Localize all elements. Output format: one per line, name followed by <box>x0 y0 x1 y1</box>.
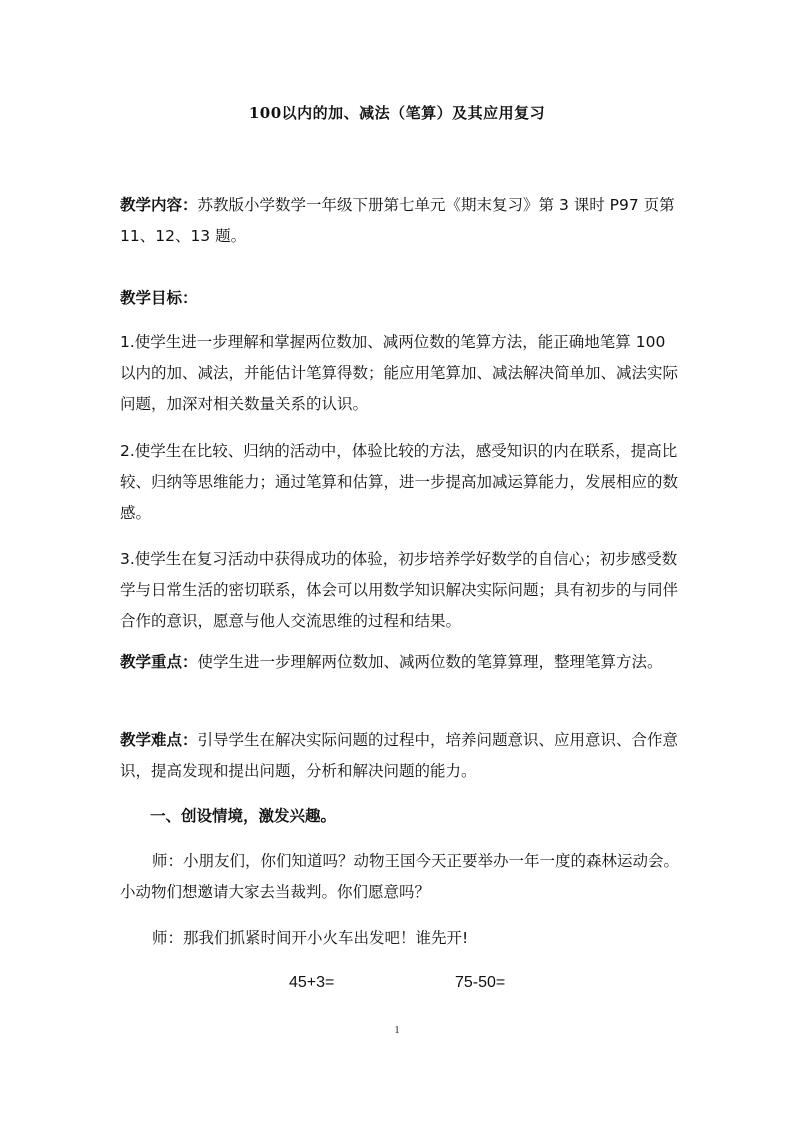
key-point-label: 教学重点： <box>120 653 198 671</box>
key-point <box>120 647 680 678</box>
difficulty <box>120 725 680 787</box>
dialogue-line-1: 师：小朋友们，你们知道吗？动物王国今天正要举办一年一度的森林运动会。小动物们想邀请大家去当裁判。你们愿意吗？ <box>120 852 680 901</box>
goal-item-3: 3.使学生在复习活动中获得成功的体验，初步培养学好数学的自信心；初步感受数学与日常生活的密切联系，体会可以用数学知识解决实际问题；具有初步的与同伴合作的意识，愿意与他人交流思维的过程和结果。 <box>120 550 679 630</box>
goal-item-1: 1.使学生进一步理解和掌握两位数加、减两位数的笔算方法，能正确地笔算 100 以内的加、减法，并能估计笔算得数；能应用笔算加、减法解决简单加、减法实际问题，加深对相关数量关系的认识。 <box>120 333 679 413</box>
difficulty-text: 引导学生在解决实际问题的过程中，培养问题意识、应用意识、合作意识，提高发现和提出问题，分析和解决问题的能力。 <box>120 731 679 780</box>
dialogue-line-2: 师：那我们抓紧时间开小火车出发吧！谁先开! <box>152 929 469 947</box>
page-number: 1 <box>394 1025 400 1036</box>
goal-item-2: 2.使学生在比较、归纳的活动中，体验比较的方法，感受知识的内在联系，提高比较、归纳等思维能力；通过笔算和估算，进一步提高加减运算能力，发展相应的数感。 <box>120 442 679 522</box>
problem-1: 45+3= <box>289 974 335 991</box>
teaching-goals-heading <box>120 283 680 314</box>
document-title: 100以内的加、减法（笔算）及其应用复习 <box>248 104 546 122</box>
key-point-text: 使学生进一步理解两位数加、减两位数的笔算算理，整理笔算方法。 <box>197 653 663 671</box>
teaching-goals-label: 教学目标： <box>120 289 198 307</box>
teaching-content <box>120 190 680 252</box>
teaching-content-label: 教学内容： <box>120 196 198 214</box>
difficulty-label: 教学难点： <box>120 731 198 749</box>
problem-2: 75-50= <box>455 974 506 991</box>
section-heading: 一、创设情境，激发兴趣。 <box>150 806 337 825</box>
teaching-content-text: 苏教版小学数学一年级下册第七单元《期末复习》第 3 课时 P97 页第 11、12、13 题。 <box>120 196 675 245</box>
